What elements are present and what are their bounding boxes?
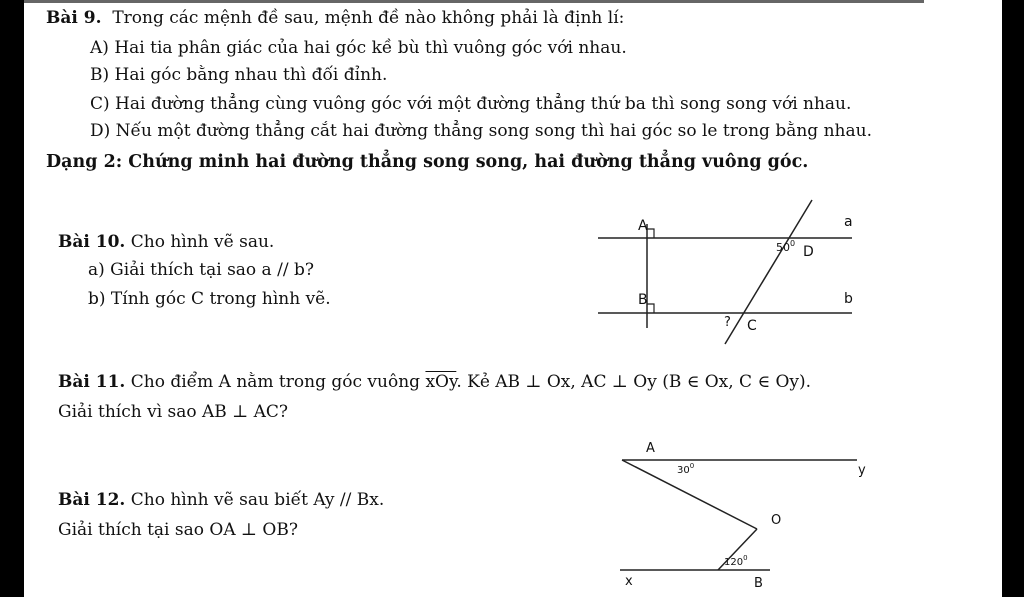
- bai12-line1-text: Cho hình vẽ sau biết Ay // Bx.: [130, 490, 385, 510]
- angle-50-degree: 0: [790, 239, 796, 248]
- bai11-line2: Giải thích vì sao AB ⊥ AC?: [58, 402, 288, 422]
- bai9-option-a: A) Hai tia phân giác của hai góc kề bù thì vuông góc với nhau.: [90, 38, 627, 58]
- label-a: a: [844, 214, 853, 230]
- bai10-figure: [594, 198, 884, 348]
- top-border-line: [24, 0, 924, 3]
- label-y: y: [858, 463, 866, 478]
- bai12-line2: Giải thích tại sao OA ⊥ OB?: [58, 520, 298, 540]
- angle-30: [677, 462, 694, 476]
- right-angle-mark-a: [647, 229, 654, 238]
- bai10-intro: [58, 232, 274, 252]
- bai12-number: Bài 12.: [58, 490, 126, 510]
- bai9-question: [46, 8, 624, 28]
- angle-120: [724, 554, 748, 568]
- section-heading-dang2: Dạng 2: Chứng minh hai đường thẳng song song, hai đường thẳng vuông góc.: [46, 152, 809, 172]
- bai9-question-text: Trong các mệnh đề sau, mệnh đề nào không phải là định lí:: [112, 8, 625, 28]
- bai10-number: Bài 10.: [58, 232, 126, 252]
- bai11-line1-post: . Kẻ AB ⊥ Ox, AC ⊥ Oy (B ∈ Ox, C ∈ Oy).: [456, 372, 812, 392]
- angle-120-value: 120: [724, 557, 744, 568]
- label-C: C: [747, 318, 757, 334]
- label-x: x: [625, 574, 633, 589]
- angle-50: [776, 239, 795, 254]
- bai10-intro-text: Cho hình vẽ sau.: [130, 232, 275, 252]
- bai11-line1: [58, 372, 811, 392]
- bai9-option-d: D) Nếu một đường thẳng cắt hai đường thẳng song song thì hai góc so le trong bằng nhau.: [90, 121, 872, 141]
- unknown-angle-mark: ?: [724, 315, 731, 330]
- label-b: b: [844, 291, 853, 307]
- bai9-option-c: C) Hai đường thẳng cùng vuông góc với một đường thẳng thứ ba thì song song với nhau.: [90, 94, 852, 114]
- bai10-part-a: a) Giải thích tại sao a // b?: [88, 260, 314, 280]
- label-B-12: B: [754, 576, 763, 591]
- bai11-number: Bài 11.: [58, 372, 126, 392]
- transversal-dc: [725, 200, 812, 344]
- label-O: O: [771, 513, 782, 528]
- label-A-12: A: [646, 441, 655, 456]
- label-B: B: [638, 292, 648, 308]
- angle-30-value: 30: [677, 465, 690, 476]
- label-A: A: [638, 218, 648, 234]
- worksheet-page: [24, 0, 1002, 597]
- bai12-figure: [594, 438, 894, 597]
- right-angle-mark-b: [647, 304, 654, 313]
- angle-50-value: 50: [776, 241, 790, 254]
- bai9-number: Bài 9.: [46, 8, 102, 28]
- bai12-line1: [58, 490, 384, 510]
- label-D: D: [803, 244, 814, 260]
- angle-30-degree: 0: [689, 462, 695, 470]
- angle-120-degree: 0: [743, 554, 748, 562]
- angle-xOy: $\overline{xOy}$: [425, 372, 457, 392]
- bai9-option-b: B) Hai góc bằng nhau thì đối đỉnh.: [90, 65, 388, 85]
- bai10-part-b: b) Tính góc C trong hình vẽ.: [88, 289, 331, 309]
- bai11-line1-pre: Cho điểm A nằm trong góc vuông: [130, 372, 426, 392]
